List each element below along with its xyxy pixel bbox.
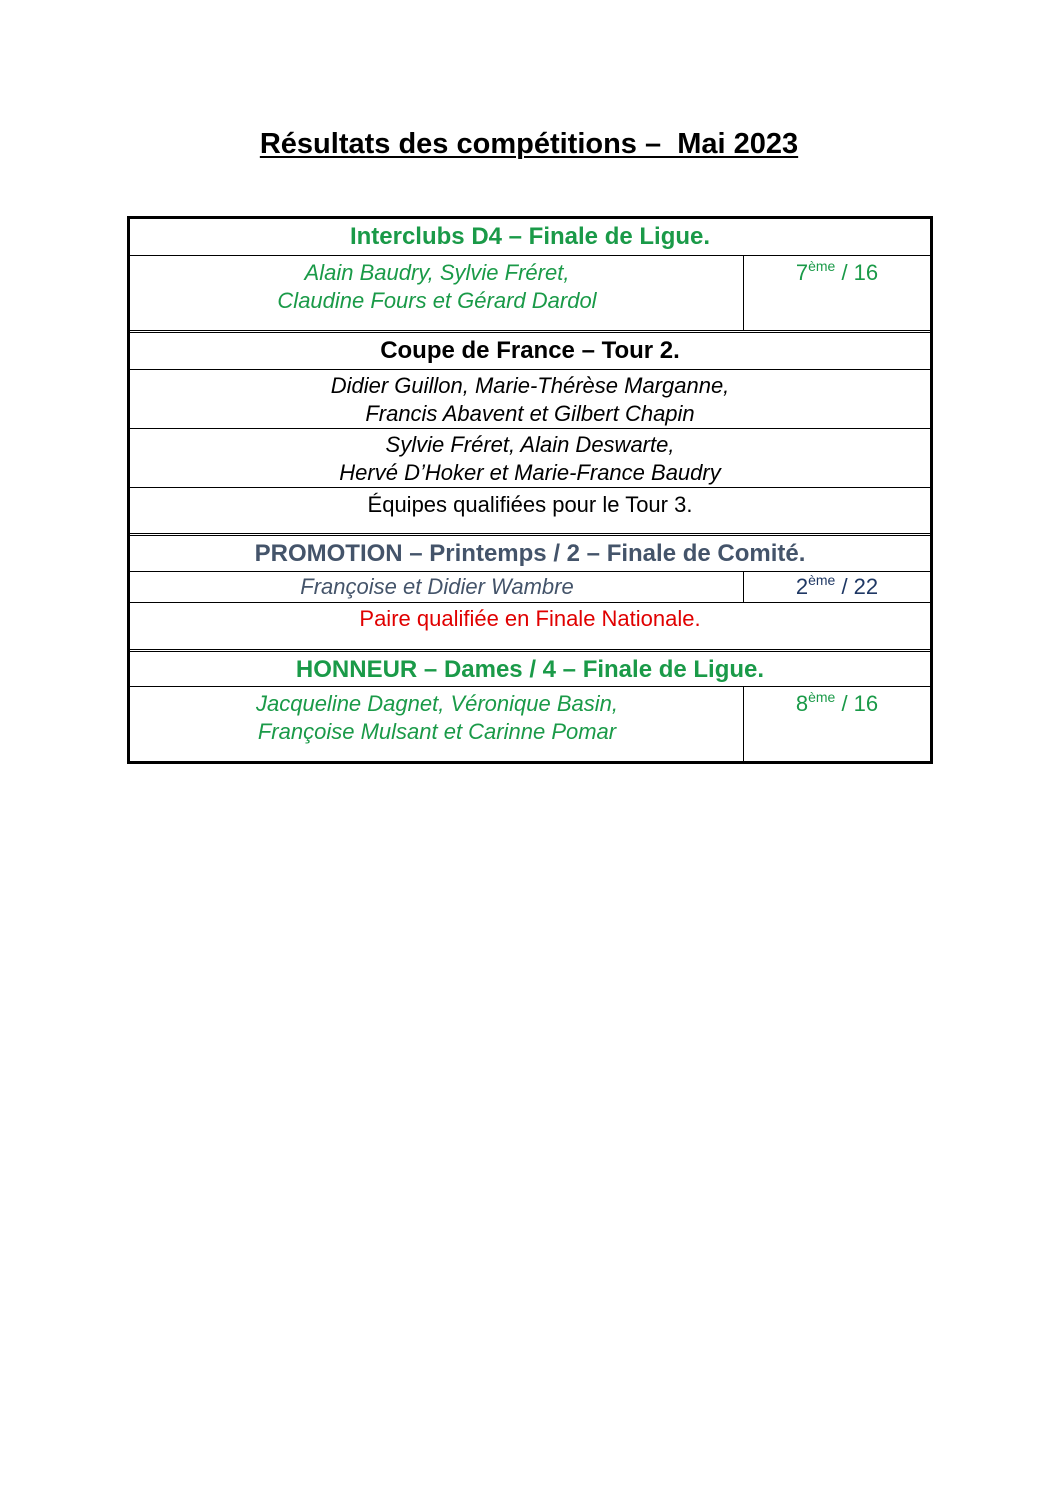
rank-suffix: ème — [808, 572, 836, 588]
divider — [130, 428, 930, 429]
section-heading-promotion: PROMOTION – Printemps / 2 – Finale de Comité. — [254, 540, 806, 567]
qualification-note: Paire qualifiée en Finale Nationale. — [359, 606, 701, 631]
rank-number: 8 — [795, 691, 809, 716]
divider — [130, 686, 930, 687]
column-divider — [743, 255, 744, 330]
team-rank — [744, 690, 930, 718]
section-heading-honneur: HONNEUR – Dames / 4 – Finale de Ligue. — [295, 656, 765, 683]
rank-total: / 16 — [835, 691, 879, 716]
column-divider — [743, 686, 744, 761]
section-divider — [130, 330, 930, 333]
section-heading-coupe-de-france: Coupe de France – Tour 2. — [380, 337, 680, 364]
team-rank — [744, 259, 930, 287]
divider — [130, 369, 930, 370]
team-rank — [744, 573, 930, 601]
section-divider — [130, 533, 930, 536]
column-divider — [743, 571, 744, 602]
section-divider — [130, 649, 930, 652]
team-names-line: Claudine Fours et Gérard Dardol — [277, 288, 597, 313]
rank-total: / 22 — [835, 574, 879, 599]
divider — [130, 255, 930, 256]
team-names-line: Françoise et Didier Wambre — [300, 574, 574, 599]
team-names-line: Francis Abavent et Gilbert Chapin — [365, 401, 695, 426]
team-names-line: Jacqueline Dagnet, Véronique Basin, — [255, 691, 619, 716]
rank-number: 7 — [795, 260, 809, 285]
section-heading-interclubs: Interclubs D4 – Finale de Ligue. — [349, 223, 711, 250]
rank-total: / 16 — [835, 260, 879, 285]
rank-suffix: ème — [808, 689, 836, 705]
team-names-line: Alain Baudry, Sylvie Fréret, — [304, 260, 570, 285]
team-names-line: Didier Guillon, Marie-Thérèse Marganne, — [330, 373, 730, 398]
divider — [130, 602, 930, 603]
results-table — [127, 216, 933, 764]
divider — [130, 487, 930, 488]
team-names-line: Sylvie Fréret, Alain Deswarte, — [385, 432, 675, 457]
team-names-line: Hervé D’Hoker et Marie-France Baudry — [339, 460, 721, 485]
qualification-note: Équipes qualifiées pour le Tour 3. — [367, 492, 693, 517]
rank-number: 2 — [795, 574, 809, 599]
page-title: Résultats des compétitions – Mai 2023 — [259, 128, 799, 160]
team-names-line: Françoise Mulsant et Carinne Pomar — [257, 719, 617, 744]
rank-suffix: ème — [808, 258, 836, 274]
